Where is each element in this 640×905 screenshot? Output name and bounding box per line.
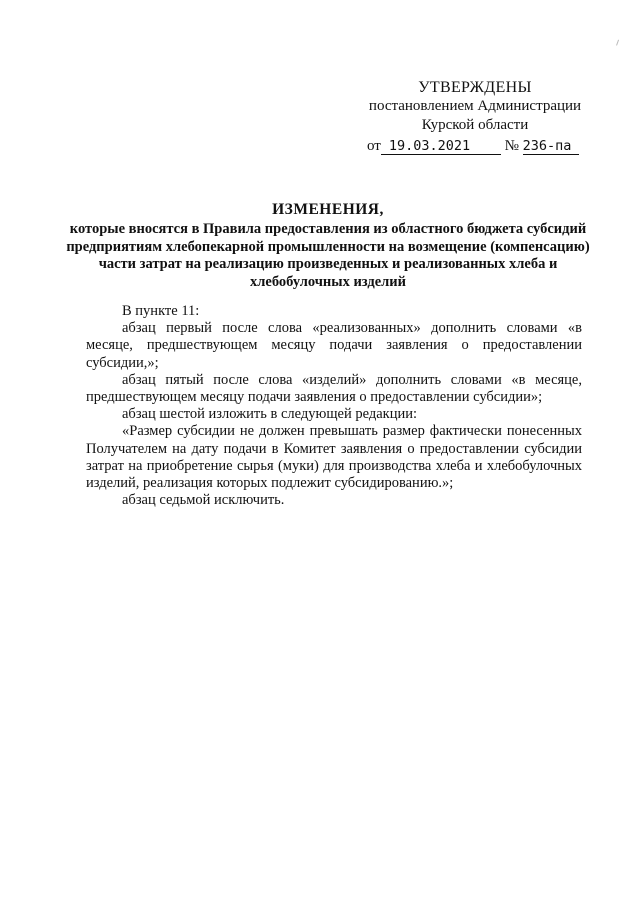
approval-issuer: постановлением Администрации (368, 98, 582, 114)
approval-stamp (355, 78, 595, 156)
scan-mark (616, 40, 621, 47)
paragraph-new-wording: «Размер субсидии не должен превышать размер фактически понесенных Получателем на дату подачи в Комитет заявления о предоставлении субсидии затрат на приобретение сырья (муки) для производства хлеба и хлебобулочных изделий, реализация которых подлежит субсидированию.»; (86, 423, 582, 492)
document-subtitle: которые вносятся в Правила предоставления из областного бюджета субсидий предприятиям хлебопекарной промышленности на возмещение (компенсацию) части затрат на реализацию произведенных и реализованных хлеба и хлебобулочных изделий (66, 221, 590, 290)
paragraph-amendment-1: абзац первый после слова «реализованных» дополнить словами «в месяце, предшествующем месяцу подачи заявления о предоставлении субсидии,»; (86, 320, 582, 371)
number-prefix: № (504, 138, 519, 154)
approval-date-line (355, 137, 595, 156)
paragraph-amendment-3: абзац шестой изложить в следующей редакции: (122, 406, 417, 423)
approval-region: Курской области (421, 117, 529, 133)
paragraph-amendment-4: абзац седьмой исключить. (122, 492, 285, 509)
approval-number: 236-па (523, 139, 579, 155)
paragraph-amendment-2: абзац пятый после слова «изделий» дополнить словами «в месяце, предшествующем месяцу подачи заявления о предоставлении субсидии»; (86, 371, 582, 406)
approval-date: 19.03.2021 (381, 139, 501, 155)
approved-label: УТВЕРЖДЕНЫ (418, 79, 532, 96)
date-prefix: от (367, 138, 381, 154)
document-title: ИЗМЕНЕНИЯ, (272, 201, 384, 218)
document-title-block (60, 200, 596, 291)
paragraph-clause: В пункте 11: (122, 303, 200, 319)
document-body (86, 303, 582, 509)
